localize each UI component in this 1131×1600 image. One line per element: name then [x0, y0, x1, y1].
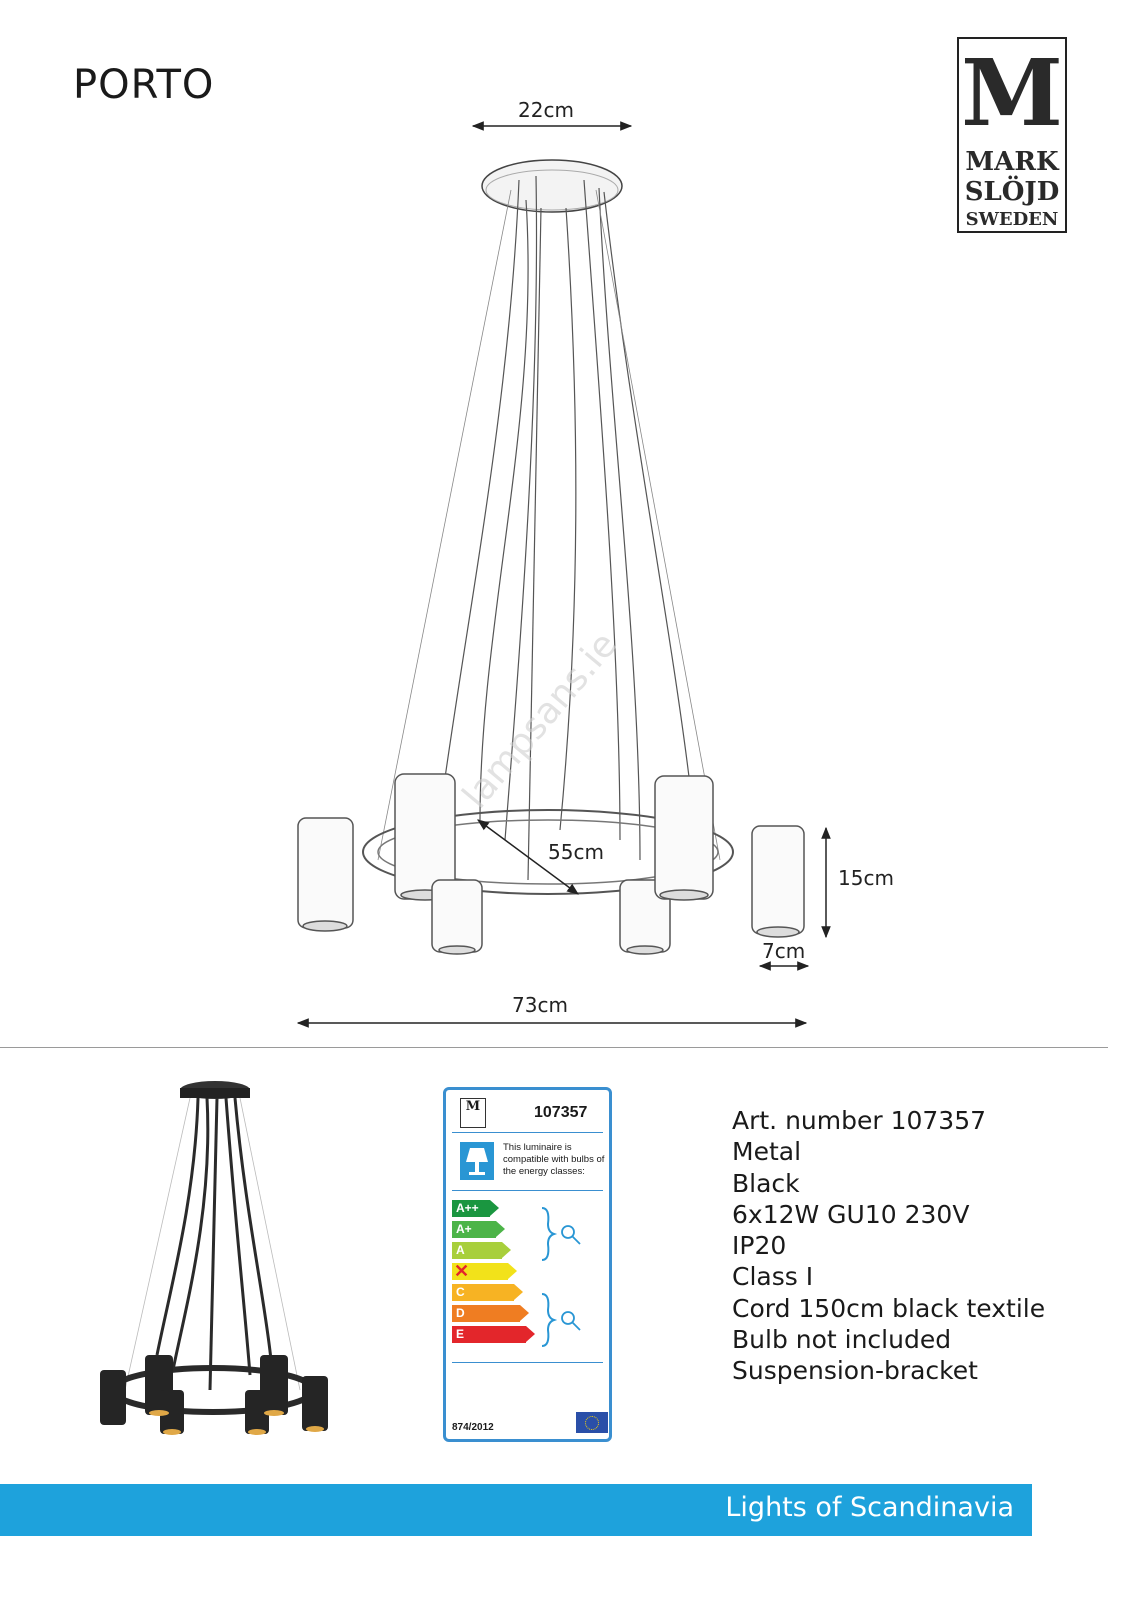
canopy — [482, 160, 622, 212]
energy-label-article: 107357 — [534, 1104, 588, 1121]
footer-bar — [0, 1484, 1032, 1536]
energy-label — [443, 1087, 612, 1442]
energy-label-logo: M — [460, 1098, 486, 1128]
dim-canopy-width: 22cm — [518, 98, 574, 122]
spec-item: IP20 — [732, 1231, 787, 1261]
brand-logo-line-slojd: SLÖJD — [964, 177, 1060, 207]
energy-class-bar: A+ — [452, 1221, 506, 1238]
energy-class-bar: E — [452, 1326, 536, 1343]
dim-shade-diameter: 7cm — [762, 939, 806, 963]
spec-item: Metal — [732, 1137, 802, 1167]
spec-item: Art. number 107357 — [732, 1106, 987, 1135]
brand-logo-monogram: M — [961, 39, 1063, 147]
energy-class-bar: A — [452, 1242, 512, 1259]
product-photo — [95, 1070, 345, 1450]
excluded-class-icon: ✕ — [454, 1261, 470, 1281]
spec-item: Class I — [732, 1262, 814, 1292]
spec-item: Cord 150cm black textile — [732, 1293, 1046, 1323]
energy-label-regulation: 874/2012 — [452, 1422, 494, 1433]
lamp-shades — [298, 774, 804, 954]
spec-item: 6x12W GU10 230V — [732, 1199, 970, 1229]
bulb-icons — [538, 1204, 588, 1354]
brand-logo-line-mark: MARK — [965, 147, 1059, 177]
spec-item: Black — [732, 1168, 800, 1198]
watermark: lampsans.ie — [455, 624, 626, 817]
dim-ring-diameter: 55cm — [548, 840, 604, 864]
footer-tagline: Lights of Scandinavia — [725, 1492, 1014, 1523]
energy-class-bar — [452, 1263, 518, 1280]
spec-item: Suspension-bracket — [732, 1356, 978, 1386]
energy-label-text: This luminaire is compatible with bulbs of the energy classes: — [503, 1142, 605, 1177]
product-title: PORTO — [73, 62, 215, 108]
dim-height: 15cm — [838, 866, 894, 890]
dim-total-width: 73cm — [512, 993, 568, 1017]
section-divider — [0, 1047, 1108, 1048]
spec-item: Bulb not included — [732, 1325, 952, 1355]
eu-flag-icon — [576, 1412, 608, 1433]
energy-class-bar: A++ — [452, 1200, 500, 1217]
lamp-icon — [460, 1142, 494, 1180]
brand-logo-line-sweden: SWEDEN — [965, 209, 1059, 230]
energy-class-scale — [452, 1200, 536, 1347]
spec-list — [732, 1105, 1045, 1387]
energy-class-bar: D — [452, 1305, 530, 1322]
energy-class-bar: C — [452, 1284, 524, 1301]
